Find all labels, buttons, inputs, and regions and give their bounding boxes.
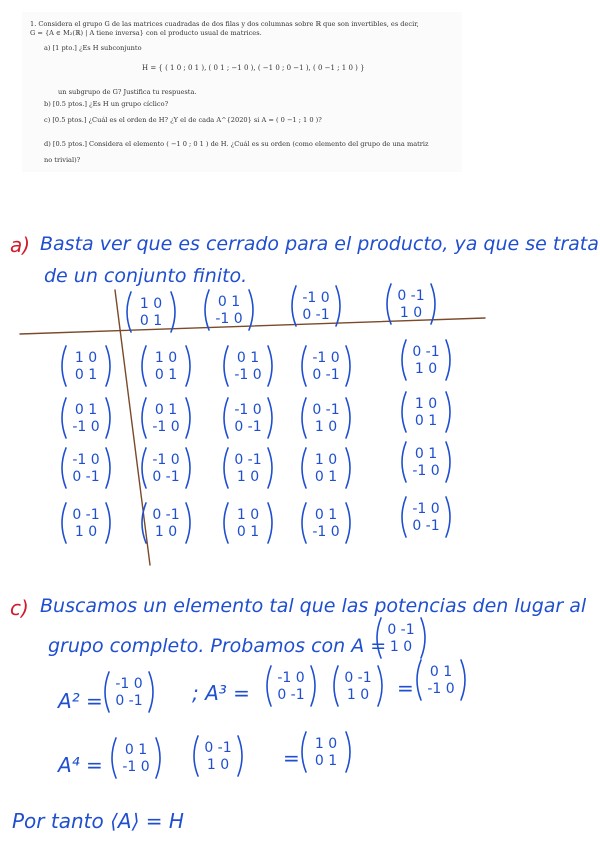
matrix-right-bracket	[186, 346, 190, 386]
problem-line-2: G = {A ∈ M₂(ℝ) | A tiene inversa} con el producto usual de matrices.	[30, 29, 262, 37]
item-d-2: no trivial)?	[44, 156, 81, 164]
matrix-right-bracket	[106, 346, 110, 386]
matrix-row: 0 1	[236, 350, 260, 366]
matrix-row: 0 1	[414, 446, 438, 462]
matrix-row: 1 0	[389, 639, 413, 655]
matrix-left-bracket	[292, 286, 296, 326]
table-cell-matrix	[224, 503, 272, 543]
matrix-right-bracket	[186, 503, 190, 543]
item-b: b) [0.5 ptos.] ¿Es H un grupo cíclico?	[44, 100, 169, 108]
matrix-left-bracket	[302, 448, 306, 488]
matrix-row: 0 -1	[387, 622, 415, 638]
matrix-row: 1 0	[346, 687, 370, 703]
matrix-row: 0 1	[429, 664, 453, 680]
matrix-right-bracket	[346, 448, 350, 488]
matrix-row: 0 -1	[72, 469, 100, 485]
matrix-left-bracket	[402, 392, 406, 432]
matrix-row: 0 -1	[397, 288, 425, 304]
matrix-right-bracket	[311, 666, 315, 706]
matrix-right-bracket	[149, 672, 153, 712]
matrix-left-bracket	[417, 660, 421, 700]
matrix-a-fourth-factor-1	[112, 738, 160, 778]
table-header-matrix	[127, 292, 175, 332]
table-cell-matrix	[402, 442, 450, 482]
matrix-row: 0 1	[124, 742, 148, 758]
matrix-left-bracket	[142, 398, 146, 438]
table-cell-matrix	[224, 346, 272, 386]
matrix-right-bracket	[446, 392, 450, 432]
matrix-row: 1 0	[314, 736, 338, 752]
problem-line-1: 1. Considera el grupo G de las matrices cuadradas de dos filas y dos columnas sobre ℝ que son invertibles, es decir,	[30, 20, 419, 28]
matrix-row: -1 0	[215, 311, 243, 327]
matrix-row: 1 0	[154, 524, 178, 540]
matrix-row: 0 -1	[115, 693, 143, 709]
item-c: c) [0.5 ptos.] ¿Cuál es el orden de H? ¿Y el de cada A^{2020} si A = ( 0 −1 ; 1 0 )?	[44, 116, 322, 124]
matrix-row: -1 0	[152, 419, 180, 435]
h-set: H = { ( 1 0 ; 0 1 ), ( 0 1 ; −1 0 ), ( −1 0 ; 0 −1 ), ( 0 −1 ; 1 0 ) }	[142, 64, 365, 72]
matrix-left-bracket	[224, 448, 228, 488]
matrix-right-bracket	[378, 666, 382, 706]
matrix-row: 1 0	[154, 350, 178, 366]
matrix-row: 0 1	[139, 313, 163, 329]
table-cell-matrix	[402, 497, 450, 537]
matrix-right-bracket	[446, 442, 450, 482]
matrix-right-bracket	[268, 503, 272, 543]
matrix-left-bracket	[402, 497, 406, 537]
matrix-left-bracket	[112, 738, 116, 778]
matrix-left-bracket	[224, 346, 228, 386]
matrix-row: 0 -1	[234, 419, 262, 435]
table-cell-matrix	[224, 398, 272, 438]
matrix-row: 0 -1	[312, 367, 340, 383]
matrix-row: -1 0	[115, 676, 143, 692]
matrix-a-squared	[105, 672, 153, 712]
matrix-row: -1 0	[234, 402, 262, 418]
matrix-left-bracket	[302, 732, 306, 772]
matrix-right-bracket	[106, 448, 110, 488]
matrix-left-bracket	[402, 442, 406, 482]
matrix-row: -1 0	[122, 759, 150, 775]
matrix-a-cubed-result	[417, 660, 465, 700]
matrix-a-cubed-factor-1	[267, 666, 315, 706]
table-cell-matrix	[142, 448, 190, 488]
matrix-row: 0 -1	[277, 687, 305, 703]
matrix-row: 1 0	[74, 350, 98, 366]
matrix-row: 0 1	[74, 367, 98, 383]
matrix-row: 0 1	[74, 402, 98, 418]
item-d: d) [0.5 ptos.] Considera el elemento ( −1 0 ; 0 1 ) de H. ¿Cuál es su orden (como elemento del grupo de una matriz	[44, 140, 429, 148]
matrix-row: 0 1	[154, 402, 178, 418]
matrix-row: 1 0	[139, 296, 163, 312]
item-a: a) [1 pto.] ¿Es H subconjunto	[44, 44, 142, 52]
table-cell-matrix	[302, 346, 350, 386]
a-fourth-label: A⁴ =	[58, 753, 103, 777]
matrix-left-bracket	[62, 346, 66, 386]
matrix-left-bracket	[402, 340, 406, 380]
table-cell-matrix	[302, 503, 350, 543]
matrix-row: -1 0	[412, 463, 440, 479]
matrix-left-bracket	[62, 448, 66, 488]
table-cell-matrix	[402, 392, 450, 432]
matrix-left-bracket	[387, 284, 391, 324]
matrix-row: 0 1	[217, 294, 241, 310]
matrix-row: 0 -1	[152, 469, 180, 485]
a-squared-label: A² =	[58, 689, 103, 713]
table-cell-matrix	[402, 340, 450, 380]
table-row-label-matrix	[62, 346, 110, 386]
matrix-row: 0 1	[414, 413, 438, 429]
answer-c-line-1: Buscamos un elemento tal que las potencias den lugar al	[40, 595, 587, 617]
matrix-left-bracket	[105, 672, 109, 712]
conclusion: Por tanto ⟨A⟩ = H	[12, 809, 184, 833]
matrix-right-bracket	[346, 346, 350, 386]
matrix-row: 0 -1	[412, 344, 440, 360]
matrix-row: 0 -1	[204, 740, 232, 756]
matrix-right-bracket	[336, 286, 340, 326]
table-cell-matrix	[302, 398, 350, 438]
matrix-left-bracket	[194, 736, 198, 776]
matrix-right-bracket	[186, 398, 190, 438]
matrix-row: -1 0	[312, 350, 340, 366]
matrix-right-bracket	[171, 292, 175, 332]
matrix-right-bracket	[249, 290, 253, 330]
matrix-row: 0 -1	[152, 507, 180, 523]
matrix-a-fourth-result	[302, 732, 350, 772]
matrix-left-bracket	[142, 346, 146, 386]
matrix-right-bracket	[346, 398, 350, 438]
table-cell-matrix	[302, 448, 350, 488]
matrix-left-bracket	[127, 292, 131, 332]
matrix-left-bracket	[224, 503, 228, 543]
matrix-left-bracket	[205, 290, 209, 330]
matrix-a-cubed-factor-2	[334, 666, 382, 706]
matrix-row: -1 0	[72, 452, 100, 468]
answer-a-line-1: Basta ver que es cerrado para el producto, ya que se trata	[40, 233, 599, 255]
answer-a-label: a)	[10, 233, 31, 257]
matrix-row: 1 0	[206, 757, 230, 773]
table-row-label-matrix	[62, 448, 110, 488]
matrix-right-bracket	[268, 346, 272, 386]
matrix-row: 1 0	[314, 452, 338, 468]
matrix-right-bracket	[446, 340, 450, 380]
matrix-row: 1 0	[236, 507, 260, 523]
matrix-row: -1 0	[412, 501, 440, 517]
matrix-row: 0 1	[314, 507, 338, 523]
matrix-left-bracket	[224, 398, 228, 438]
matrix-row: 0 1	[314, 753, 338, 769]
multiplication-table	[62, 284, 450, 543]
matrix-right-bracket	[346, 732, 350, 772]
matrix-row: 0 1	[236, 524, 260, 540]
matrix-right-bracket	[106, 398, 110, 438]
a-cubed-equals: =	[397, 676, 414, 700]
matrix-row: 0 1	[314, 469, 338, 485]
table-cell-matrix	[224, 448, 272, 488]
a-fourth-equals: =	[283, 746, 300, 770]
table-cell-matrix	[142, 346, 190, 386]
matrix-right-bracket	[106, 503, 110, 543]
matrix-row: 1 0	[414, 361, 438, 377]
table-header-matrix	[292, 286, 340, 326]
matrix-row: 0 -1	[344, 670, 372, 686]
matrix-left-bracket	[267, 666, 271, 706]
matrix-row: -1 0	[302, 290, 330, 306]
table-cell-matrix	[142, 503, 190, 543]
answer-c-line-2: grupo completo. Probamos con A =	[48, 635, 387, 657]
matrix-row: -1 0	[312, 524, 340, 540]
matrix-left-bracket	[62, 503, 66, 543]
matrix-right-bracket	[238, 736, 242, 776]
matrix-left-bracket	[302, 503, 306, 543]
answer-a-line-2: de un conjunto finito.	[44, 265, 248, 287]
matrix-row: -1 0	[234, 367, 262, 383]
matrix-row: 1 0	[74, 524, 98, 540]
matrix-right-bracket	[461, 660, 465, 700]
matrix-row: 1 0	[414, 396, 438, 412]
answer-c-label: c)	[10, 596, 29, 620]
matrix-row: -1 0	[427, 681, 455, 697]
matrix-row: 0 -1	[412, 518, 440, 534]
table-cell-matrix	[142, 398, 190, 438]
matrix-right-bracket	[421, 618, 425, 658]
item-a-2: un subgrupo de G? Justifica tu respuesta.	[58, 88, 197, 96]
matrix-right-bracket	[156, 738, 160, 778]
matrix-row: -1 0	[152, 452, 180, 468]
matrix-right-bracket	[268, 398, 272, 438]
matrix-left-bracket	[302, 346, 306, 386]
matrix-row: -1 0	[72, 419, 100, 435]
matrix-row: -1 0	[277, 670, 305, 686]
matrix-right-bracket	[268, 448, 272, 488]
matrix-left-bracket	[62, 398, 66, 438]
matrix-row: 0 -1	[302, 307, 330, 323]
matrix-a-fourth-factor-2	[194, 736, 242, 776]
table-row-label-matrix	[62, 503, 110, 543]
matrix-row: 0 -1	[234, 452, 262, 468]
matrix-row: 0 -1	[72, 507, 100, 523]
a-cubed-label: ; A³ =	[192, 681, 250, 705]
table-header-matrix	[205, 290, 253, 330]
matrix-row: 0 -1	[312, 402, 340, 418]
table-row-label-matrix	[62, 398, 110, 438]
matrix-left-bracket	[334, 666, 338, 706]
table-header-matrix	[387, 284, 435, 324]
matrix-row: 1 0	[314, 419, 338, 435]
matrix-left-bracket	[302, 398, 306, 438]
matrix-left-bracket	[142, 448, 146, 488]
matrix-right-bracket	[446, 497, 450, 537]
matrix-row: 1 0	[236, 469, 260, 485]
matrix-right-bracket	[346, 503, 350, 543]
matrix-right-bracket	[431, 284, 435, 324]
matrix-right-bracket	[186, 448, 190, 488]
matrix-row: 1 0	[399, 305, 423, 321]
table-vertical-rule	[115, 290, 150, 565]
matrix-row: 0 1	[154, 367, 178, 383]
